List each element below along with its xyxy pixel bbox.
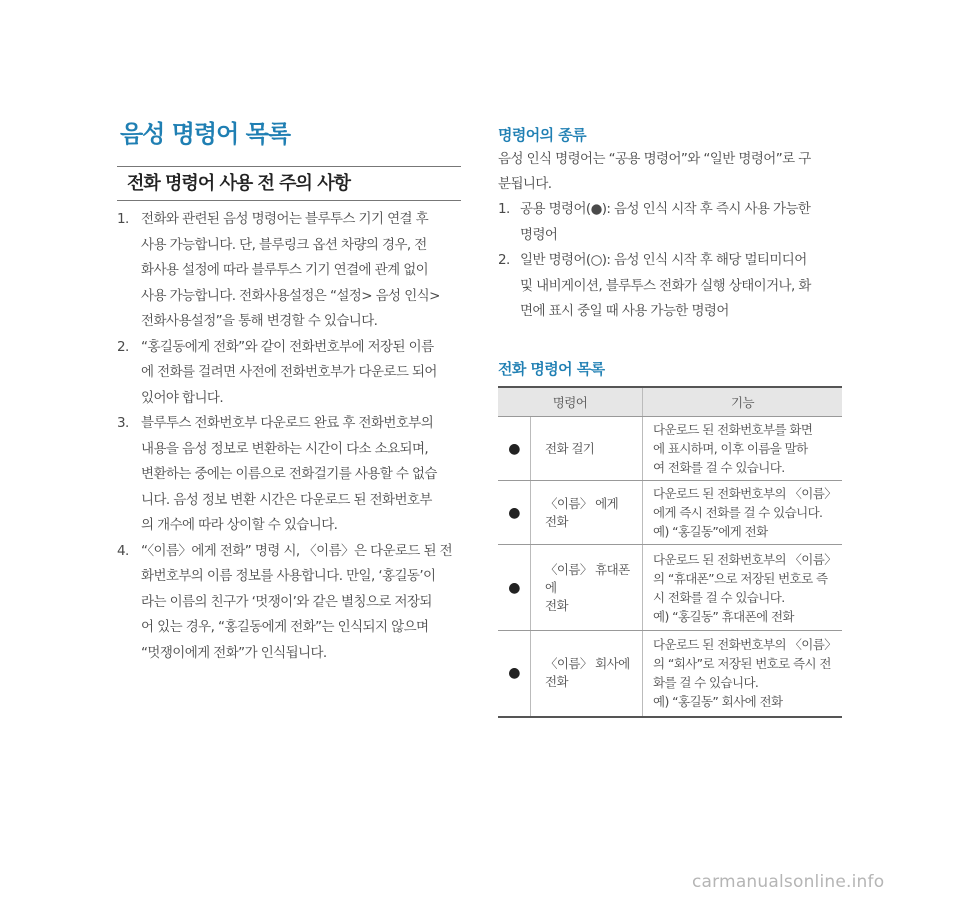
item-line: 사용 가능합니다. 전화사용설정은 “설정> 음성 인식>	[141, 287, 440, 304]
command-types-intro	[498, 147, 842, 197]
item-line: 내용을 음성 정보로 변환하는 시간이 다소 소요되며,	[141, 440, 429, 457]
function-line: 다운로드 된 전화번호부의 〈이름〉	[653, 551, 837, 567]
function-cell	[643, 631, 843, 717]
command-line: 전화	[545, 674, 568, 690]
command-line: 〈이름〉 에게	[545, 495, 619, 511]
table-row	[498, 417, 842, 481]
item-line: 면에 표시 중일 때 사용 가능한 명령어	[520, 303, 729, 319]
list-item	[498, 248, 842, 325]
function-line: 예) “홍길동”에게 전화	[653, 524, 768, 539]
function-line: 에게 즉시 전화를 걸 수 있습니다.	[653, 505, 823, 520]
item-line: 라는 이름의 친구가 ‘멋쟁이’와 같은 별칭으로 저장되	[141, 593, 432, 610]
function-line: 예) “홍길동” 휴대폰에 전화	[653, 608, 794, 624]
function-line: 다운로드 된 전화번호부의 〈이름〉	[653, 637, 837, 653]
precautions-section	[117, 166, 461, 666]
watermark: carmanualsonline.info	[692, 872, 885, 892]
item-number: 2.	[117, 338, 129, 355]
list-item	[117, 539, 461, 667]
page-title: 음성 명령어 목록	[120, 120, 290, 148]
item-line: 화번호부의 이름 정보를 사용합니다. 만일, ‘홍길동’이	[141, 568, 436, 584]
item-line: 의 개수에 따라 상이할 수 있습니다.	[141, 517, 338, 533]
function-line: 시 전화를 걸 수 있습니다.	[653, 589, 785, 605]
function-line: 다운로드 된 전화번호부를 화면	[653, 422, 813, 437]
item-line: 공용 명령어(●): 음성 인식 시작 후 즉시 사용 가능한	[520, 201, 811, 217]
item-line: 사용 가능합니다. 단, 블루링크 옵션 차량의 경우, 전	[141, 236, 427, 253]
common-command-mark: ●	[498, 481, 531, 545]
item-line: “멋쟁이에게 전화”가 인식됩니다.	[141, 644, 327, 661]
item-line: 에 전화를 걸려면 사전에 전화번호부가 다운로드 되어	[141, 364, 437, 380]
precautions-heading: 전화 명령어 사용 전 주의 사항	[117, 166, 461, 201]
function-line: 화를 걸 수 있습니다.	[653, 675, 759, 691]
item-number: 1.	[498, 201, 510, 217]
function-line: 예) “홍길동” 회사에 전화	[653, 694, 783, 710]
command-types-heading: 명령어의 종류	[498, 126, 586, 144]
list-item	[117, 335, 461, 412]
command-line: 〈이름〉 회사에	[545, 656, 630, 672]
function-cell	[643, 481, 843, 545]
function-line: 다운로드 된 전화번호부의 〈이름〉	[653, 486, 837, 501]
common-command-mark: ●	[498, 545, 531, 631]
intro-line: 음성 인식 명령어는 “공용 명령어”와 “일반 명령어”로 구	[498, 151, 811, 167]
column-header-function: 기능	[643, 387, 843, 417]
item-line: 블루투스 전화번호부 다운로드 완료 후 전화번호부의	[141, 415, 434, 431]
common-command-mark: ●	[498, 417, 531, 481]
command-cell	[531, 481, 643, 545]
item-number: 3.	[117, 415, 129, 431]
command-types-list	[498, 197, 842, 325]
item-line: 있어야 합니다.	[141, 389, 224, 406]
phone-commands-table	[498, 386, 842, 718]
command-cell	[531, 545, 643, 631]
item-line: 니다. 음성 정보 변환 시간은 다운로드 된 전화번호부	[141, 491, 432, 508]
table-row	[498, 481, 842, 545]
item-line: 화사용 설정에 따라 블루투스 기기 연결에 관계 없이	[141, 262, 429, 278]
item-line: 일반 명령어(○): 음성 인식 시작 후 해당 멀티미디어	[520, 252, 807, 268]
list-item	[117, 207, 461, 335]
command-types-section	[498, 124, 842, 710]
command-cell	[531, 631, 643, 717]
table-row	[498, 545, 842, 631]
command-line: 〈이름〉 휴대폰에	[545, 561, 630, 595]
table-row	[498, 631, 842, 717]
command-line: 전화 걸기	[545, 440, 595, 456]
phone-commands-heading: 전화 명령어 목록	[498, 360, 605, 378]
function-line: 의 “회사”로 저장된 번호로 즉시 전	[653, 656, 831, 672]
command-line: 전화	[545, 513, 568, 529]
item-number: 4.	[117, 542, 129, 559]
common-command-mark: ●	[498, 631, 531, 717]
item-number: 2.	[498, 252, 510, 268]
intro-line: 분됩니다.	[498, 176, 552, 192]
item-line: “〈이름〉에게 전화” 명령 시, 〈이름〉은 다운로드 된 전	[141, 542, 453, 559]
item-line: 및 내비게이션, 블루투스 전화가 실행 상태이거나, 화	[520, 277, 811, 294]
item-line: 변환하는 중에는 이름으로 전화걸기를 사용할 수 없습	[141, 466, 437, 482]
command-cell	[531, 417, 643, 481]
function-line: 에 표시하며, 이후 이름을 말하	[653, 441, 808, 456]
item-number: 1.	[117, 211, 129, 227]
command-line: 전화	[545, 597, 568, 613]
item-line: 전화와 관련된 음성 명령어는 블루투스 기기 연결 후	[141, 211, 429, 227]
function-cell	[643, 417, 843, 481]
list-item	[498, 197, 842, 248]
function-line: 여 전화를 걸 수 있습니다.	[653, 460, 785, 475]
item-line: 전화사용설정”을 통해 변경할 수 있습니다.	[141, 313, 378, 329]
column-header-command: 명령어	[498, 387, 643, 417]
function-cell	[643, 545, 843, 631]
precautions-list	[117, 207, 461, 666]
list-item	[117, 411, 461, 539]
table-header-row	[498, 387, 842, 417]
item-line: 어 있는 경우, “홍길동에게 전화”는 인식되지 않으며	[141, 619, 429, 635]
function-line: 의 “휴대폰”으로 저장된 번호로 즉	[653, 570, 828, 586]
item-line: 명령어	[520, 226, 558, 243]
item-line: “홍길동에게 전화”와 같이 전화번호부에 저장된 이름	[141, 338, 434, 355]
